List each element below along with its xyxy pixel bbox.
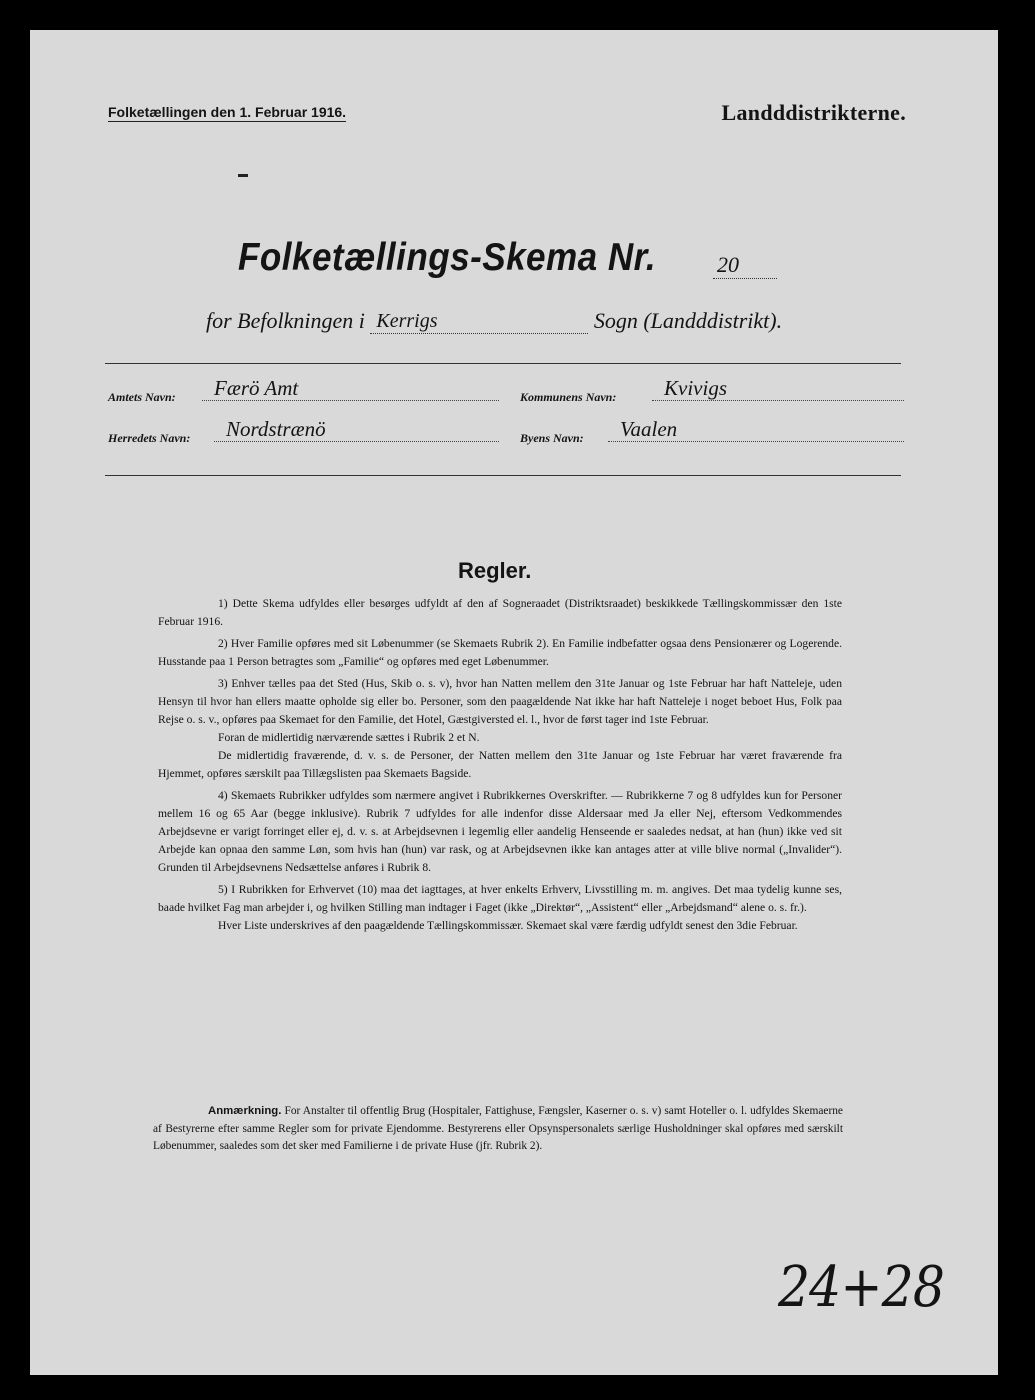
parish-field: Kerrigs xyxy=(370,310,588,334)
rule-3: 3) Enhver tælles paa det Sted (Hus, Skib o. s. v), hvor han Natten mellem den 31te Januar og 1ste Februar har haft Natteleje, uden Hensyn til hvor han ellers maatte opholde sig eller bo. Personer, som den paagældende Nat ikke har haft Natteleje i noget beboet Hus, Folk paa Rejse o. s. v., opføres paa Skemaet for den Familie, det Hotel, Gæstgiversted el. l., hvor de først tager ind 1ste Februar. xyxy=(158,677,842,726)
subtitle-prefix: for Befolkningen i xyxy=(206,308,365,333)
amt-label: Amtets Navn: xyxy=(108,390,176,404)
rule-signature: Hver Liste underskrives af den paagældende Tællingskommissær. Skemaet skal være færdig udfyldt senest den 3die Februar. xyxy=(218,919,798,932)
handwritten-count: 24+28 xyxy=(778,1255,944,1320)
kommune-field: Kvivigs xyxy=(652,376,904,401)
kommune-label: Kommunens Navn: xyxy=(520,390,617,404)
district-type-header: Landddistrikterne. xyxy=(721,100,906,125)
by-label: Byens Navn: xyxy=(520,431,584,445)
rule-3-absent: De midlertidig fraværende, d. v. s. de Personer, der Natten mellem den 31te Januar og 1ste Februar har været fraværende fra Hjemmet, opføres særskilt paa Tillægslisten paa Skemaets Bagside. xyxy=(158,749,842,780)
rules-heading: Regler. xyxy=(458,558,532,583)
remark-label: Anmærkning. xyxy=(208,1105,282,1117)
amt-field: Færö Amt xyxy=(202,376,499,401)
form-title: Folketællings-Skema Nr. xyxy=(238,236,657,279)
rule-5: 5) I Rubrikken for Erhvervet (10) maa det iagttages, at hver enkelts Erhverv, Livsstilling m. m. angives. Det maa tydelig kunne ses, baade hvilket Fag man arbejder i, og hvilken Stilling man indtager i Faget (ikke „Direktør“, „Assistent“ eller „Arbejdsmand“ alene o. s. fr.). xyxy=(158,883,842,914)
herred-label: Herredets Navn: xyxy=(108,431,191,445)
subtitle-suffix: Sogn (Landddistrikt). xyxy=(593,308,783,333)
rules-text xyxy=(158,595,842,939)
form-number: 20 xyxy=(713,252,777,279)
form-subtitle xyxy=(206,308,846,334)
divider-bottom xyxy=(105,475,901,476)
rule-2: 2) Hver Familie opføres med sit Løbenummer (se Skemaets Rubrik 2). En Familie indbefatter ogsaa dens Pensionærer og Logerende. Husstande paa 1 Person betragtes som „Familie“ og opføres med eget Løbenummer. xyxy=(158,637,842,668)
census-form-sheet xyxy=(30,30,998,1375)
rule-1: 1) Dette Skema udfyldes eller besørges udfyldt af den af Sogneraadet (Distriktsraadet) beskikkede Tællingskommissær den 1ste Februar 1916. xyxy=(158,597,842,628)
dash-mark xyxy=(238,174,248,177)
divider-top xyxy=(105,363,901,364)
remark-paragraph xyxy=(153,1103,843,1156)
herred-field: Nordstrænö xyxy=(214,417,499,442)
rule-4: 4) Skemaets Rubrikker udfyldes som nærmere angivet i Rubrikkernes Overskrifter. — Rubrikkerne 7 og 8 udfyldes kun for Personer mellem 16 og 65 Aar (begge inklusive). Rubrik 7 udfyldes for alle indenfor disse Aldersaar med Ja eller Nej, eftersom Vedkommendes Arbejdsevne er varigt forringet eller ej, d. v. s. at Arbejdsevnen i legemlig eller aandelig Henseende er saaledes nedsat, at han (hun) ikke ved sit Arbejde kan opnaa den samme Løn, som hvis han (hun) var rask, og at Arbejdsevnen ikke kan antages atter at ville blive normal („Invalider“). Grunden til Arbejdsevnens Nedsættelse anføres i Rubrik 8. xyxy=(158,789,842,874)
rule-3-present: Foran de midlertidig nærværende sættes i Rubrik 2 et N. xyxy=(218,731,480,744)
by-field: Vaalen xyxy=(608,417,904,442)
remark-text: For Anstalter til offentlig Brug (Hospitaler, Fattighuse, Fængsler, Kaserner o. s. v) samt Hoteller o. l. udfyldes Skemaerne af Bestyrerne efter samme Regler som for private Ejendomme. Bestyrerens eller Opsynspersonalets særlige Husholdninger skal opføres med særskilt Løbenummer, saaledes som det sker med Familierne i de private Huse (jfr. Rubrik 2). xyxy=(153,1105,843,1152)
census-date-header: Folketællingen den 1. Februar 1916. xyxy=(108,104,347,120)
